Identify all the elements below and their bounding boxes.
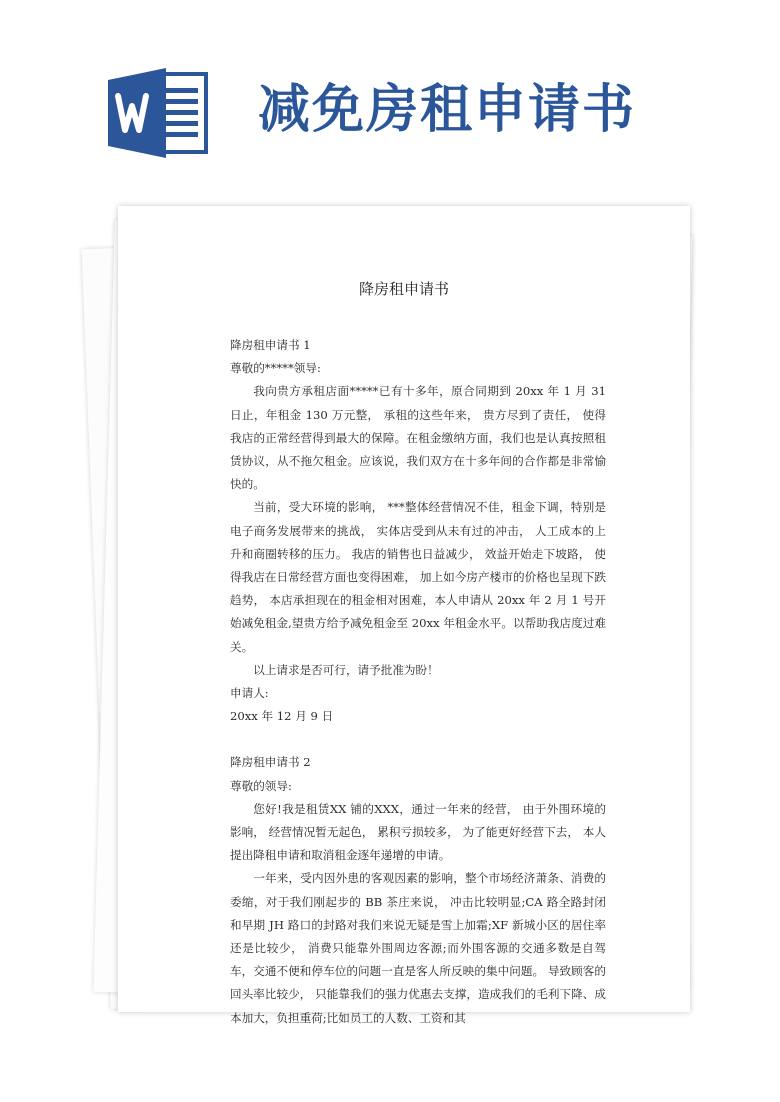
document-title: 降房租申请书 bbox=[358, 280, 449, 298]
page-title: 减免房租申请书 bbox=[258, 80, 637, 140]
letter1-salutation: 尊敬的*****领导: bbox=[230, 361, 321, 376]
header bbox=[0, 0, 780, 200]
letter1-heading: 降房租申请书 1 bbox=[230, 338, 311, 352]
letter1-applicant: 申请人: bbox=[230, 686, 269, 701]
letter1-paragraph-2: 当前，受大环境的影响， ***整体经营情况不佳，租金下调，特别是电子商务发展带来的挑战， 实体店受到从未有过的冲击， 人工成本的上升和商圈转移的压力。 我店的销售也日益减少， 效益开始走下坡路， 使得我店在日常经营方面也变得困难， 加上如今房产楼市的价格也呈现下跌趋势， 本店承担现在的租金相对困难，本人申请从 20xx 年 2 月 1 号开始减免租金,望贵方给予减免租金至 20xx 年租金水平。以帮助我店度过难关。 bbox=[230, 500, 606, 654]
spacer bbox=[230, 728, 606, 751]
letter1-date: 20xx 年 12 月 9 日 bbox=[230, 709, 334, 724]
document-page bbox=[118, 206, 690, 1025]
document-body bbox=[230, 334, 606, 1030]
letter1-paragraph-3: 以上请求是否可行，请予批准为盼！ bbox=[253, 662, 439, 677]
letter1-paragraph-1: 我向贵方承租店面*****已有十多年，原合同期到 20xx 年 1 月 31 日止，年租金 130 万元整， 承租的这些年来， 贵方尽到了责任， 使得我店的正常经营得到最大的保障。在租金缴纳方面，我们也是认真按照租赁协议，从不拖欠租金。应该说，我们双方在十多年间的合作都是非常愉快的。 bbox=[230, 384, 606, 492]
letter2-paragraph-2: 一年来，受内因外患的客观因素的影响，整个市场经济萧条、消费的委缩，对于我们刚起步的 BB 茶庄来说， 冲击比较明显;CA 路全路封闭和早期 JH 路口的封路对我们来说无疑是雪上加霜;XF 新城小区的居住率还是比较少， 消费只能靠外围周边客源;而外围客源的交通多数是自驾车，交通不便和停车位的问题一直是客人所反映的集中问题。 导致顾客的回头率比较少， 只能靠我们的强力优惠去支撑，造成我们的毛利下降、成本加大，负担重荷;比如员工的人数、工资和其 bbox=[230, 871, 606, 1025]
letter2-paragraph-1: 您好!我是租赁XX 铺的XXX，通过一年来的经营， 由于外围环境的影响， 经营情况暂无起色， 累积亏损较多， 为了能更好经营下去， 本人提出降租申请和取消租金逐年递增的申请。 bbox=[230, 801, 606, 863]
letter2-salutation: 尊敬的领导: bbox=[230, 778, 292, 793]
word-icon bbox=[108, 68, 208, 158]
letter2-heading: 降房租申请书 2 bbox=[230, 755, 311, 770]
